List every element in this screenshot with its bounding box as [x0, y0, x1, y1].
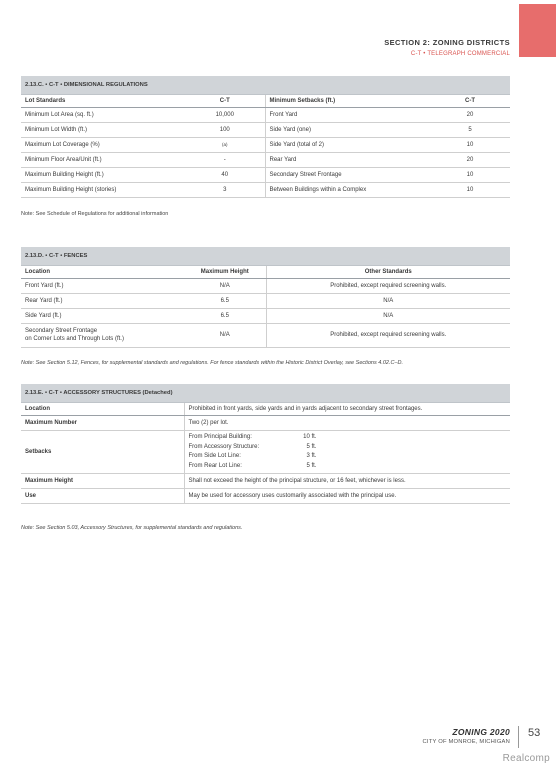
- setback-item-value: 3 ft.: [306, 453, 317, 459]
- accessory-use-value: May be used for accessory uses customarily associated with the principal use.: [184, 488, 510, 503]
- accessory-height-label: Maximum Height: [21, 473, 184, 488]
- footer-title: ZONING 2020: [452, 727, 510, 737]
- fence-other: Prohibited, except required screening walls.: [266, 278, 510, 293]
- table-row: [21, 430, 510, 473]
- accessory-note: Note: See Section 5.03, Accessory Structures, for supplemental standards and regulations.: [21, 525, 243, 531]
- col-header-max-height: Maximum Height: [184, 265, 266, 278]
- watermark: Realcomp: [502, 753, 550, 764]
- fence-location-line-2: on Corner Lots and Through Lots (ft.): [25, 336, 124, 342]
- setback-item-label: From Rear Lot Line:: [188, 462, 242, 469]
- fences-table-title: 2.13.D. • C-T • FENCES: [21, 247, 510, 265]
- table-row: [21, 122, 510, 137]
- lot-standard-label: Minimum Lot Width (ft.): [21, 122, 185, 137]
- lot-standard-label: Minimum Floor Area/Unit (ft.): [21, 152, 185, 167]
- setback-value: 20: [430, 107, 510, 122]
- lot-standard-value: 3: [185, 182, 265, 197]
- footer-divider: [518, 726, 519, 748]
- fence-location: Side Yard (ft.): [21, 308, 184, 323]
- setback-label: Side Yard (one): [265, 122, 430, 137]
- fence-height: 6.5: [184, 293, 266, 308]
- table-header-row: [21, 94, 510, 107]
- accessory-height-value: Shall not exceed the height of the principal structure, or 16 feet, whichever is less.: [184, 473, 510, 488]
- setback-item-value: 10 ft.: [303, 434, 317, 440]
- setback-value: 5: [430, 122, 510, 137]
- setbacks-list: [189, 433, 507, 470]
- table-row: [21, 488, 510, 503]
- table-row: [21, 402, 510, 415]
- lot-standard-value: 10,000: [185, 107, 265, 122]
- col-header-other-standards: Other Standards: [266, 265, 510, 278]
- fence-height: 6.5: [184, 308, 266, 323]
- lot-standard-label: Minimum Lot Area (sq. ft.): [21, 107, 185, 122]
- setback-value: 10: [430, 182, 510, 197]
- setback-value: 10: [430, 137, 510, 152]
- setback-label: Side Yard (total of 2): [265, 137, 430, 152]
- table-row: [21, 308, 510, 323]
- lot-standard-label: Maximum Lot Coverage (%): [21, 137, 185, 152]
- fences-table: [21, 247, 510, 348]
- fence-other: N/A: [266, 293, 510, 308]
- setback-item-label: From Accessory Structure:: [188, 443, 260, 450]
- table-title-row: [21, 384, 510, 402]
- section-color-tab: [519, 4, 556, 57]
- accessory-number-value: Two (2) per lot.: [184, 415, 510, 430]
- table-row: [21, 182, 510, 197]
- lot-standard-value: -: [185, 152, 265, 167]
- table-row: [21, 107, 510, 122]
- setback-item-label: From Side Lot Line:: [188, 453, 241, 459]
- table-row: [21, 278, 510, 293]
- setback-label: Secondary Street Frontage: [265, 167, 430, 182]
- dimensional-regulations-table: [21, 76, 510, 198]
- table-row: [21, 323, 510, 347]
- accessory-setbacks-label: Setbacks: [21, 430, 184, 473]
- fence-height: N/A: [184, 323, 266, 347]
- fences-note: Note: See Section 5.12, Fences, for supplemental standards and regulations. For fence standards within the Historic District Overlay, see Sections 4.02.C–D.: [21, 360, 404, 366]
- section-subtitle: C-T • TELEGRAPH COMMERCIAL: [410, 51, 510, 57]
- accessory-number-label: Maximum Number: [21, 415, 184, 430]
- accessory-structures-table: [21, 384, 510, 504]
- lot-standard-label: Maximum Building Height (stories): [21, 182, 185, 197]
- table-row: [21, 293, 510, 308]
- setback-label: Front Yard: [265, 107, 430, 122]
- accessory-location-label: Location: [21, 402, 184, 415]
- table-row: [21, 152, 510, 167]
- section-title: SECTION 2: ZONING DISTRICTS: [384, 38, 510, 47]
- col-header-location: Location: [21, 265, 184, 278]
- setback-item-label: From Principal Building:: [188, 434, 252, 440]
- lot-standard-label: Maximum Building Height (ft.): [21, 167, 185, 182]
- col-header-ct: C-T: [185, 94, 265, 107]
- lot-standard-value: 100: [185, 122, 265, 137]
- col-header-setbacks: Minimum Setbacks (ft.): [265, 94, 430, 107]
- dimensional-note: Note: See Schedule of Regulations for additional information: [21, 211, 169, 217]
- table-row: [21, 137, 510, 152]
- table-row: [21, 415, 510, 430]
- fence-other: Prohibited, except required screening walls.: [266, 323, 510, 347]
- accessory-table-title: 2.13.E. • C-T • ACCESSORY STRUCTURES (Detached): [21, 384, 510, 402]
- table-header-row: [21, 265, 510, 278]
- page-number: 53: [528, 727, 541, 739]
- lot-standard-value: 40: [185, 167, 265, 182]
- fence-location: Front Yard (ft.): [21, 278, 184, 293]
- setback-value: 10: [430, 167, 510, 182]
- setback-value: 20: [430, 152, 510, 167]
- accessory-location-value: Prohibited in front yards, side yards and in yards adjacent to secondary street frontages.: [184, 402, 510, 415]
- dimensional-table-title: 2.13.C. • C-T • DIMENSIONAL REGULATIONS: [21, 76, 510, 94]
- footer-subtitle: CITY OF MONROE, MICHIGAN: [422, 739, 510, 745]
- table-title-row: [21, 247, 510, 265]
- fence-location: Rear Yard (ft.): [21, 293, 184, 308]
- col-header-lot-standards: Lot Standards: [21, 94, 185, 107]
- fence-height: N/A: [184, 278, 266, 293]
- table-title-row: [21, 76, 510, 94]
- accessory-setbacks-values: [184, 430, 510, 473]
- fence-other: N/A: [266, 308, 510, 323]
- accessory-use-label: Use: [21, 488, 184, 503]
- setback-label: Rear Yard: [265, 152, 430, 167]
- fence-location: [21, 323, 184, 347]
- setback-item-value: 5 ft.: [306, 443, 317, 450]
- lot-standard-value: (a): [185, 137, 265, 152]
- fence-location-line-1: Secondary Street Frontage: [25, 328, 98, 334]
- col-header-ct-2: C-T: [430, 94, 510, 107]
- setback-item-value: 5 ft.: [306, 462, 317, 469]
- table-row: [21, 473, 510, 488]
- setback-label: Between Buildings within a Complex: [265, 182, 430, 197]
- table-row: [21, 167, 510, 182]
